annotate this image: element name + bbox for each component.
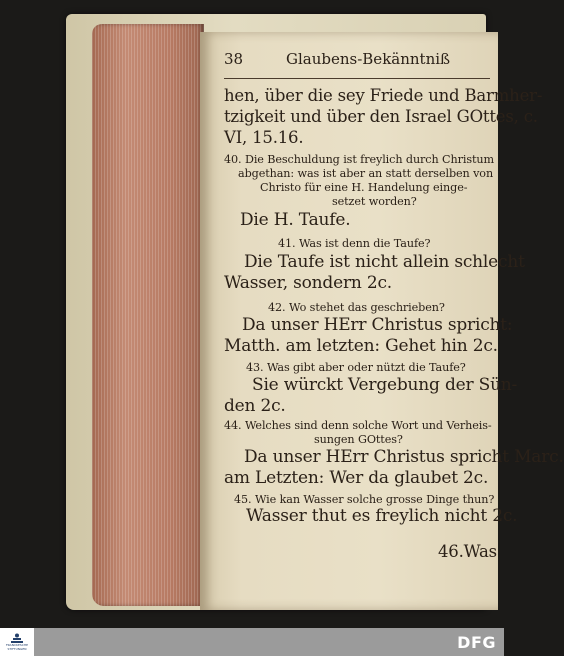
- question-line: setzet worden?: [332, 195, 417, 208]
- text-line: VI, 15.16.: [224, 128, 304, 147]
- text-line: hen, über die sey Friede und Barmher-: [224, 86, 543, 105]
- question-line: 43. Was gibt aber oder nützt die Taufe?: [246, 361, 466, 374]
- running-title: Glaubens-Bekänntniß: [286, 50, 451, 68]
- question-line: 40. Die Beschuldung ist freylich durch Christum: [224, 153, 494, 166]
- page-edges: [92, 24, 204, 606]
- viewer-footer-bar: [0, 628, 504, 656]
- answer-line: Sie würckt Vergebung der Sün-: [252, 375, 518, 395]
- answer-line: den 2c.: [224, 396, 286, 416]
- question-line: 44. Welches sind denn solche Wort und Verheis-: [224, 419, 492, 432]
- answer-line: Die Taufe ist nicht allein schlecht: [244, 252, 525, 272]
- answer-line: Da unser HErr Christus spricht Marc.: [244, 447, 564, 467]
- question-line: Christo für eine H. Handelung einge-: [260, 181, 468, 194]
- answer-line: Wasser thut es freylich nicht 2c.: [246, 506, 518, 526]
- dfg-logo: DFG: [457, 633, 496, 652]
- question-line: 45. Wie kan Wasser solche grosse Dinge thun?: [234, 493, 495, 506]
- catchword: 46.Was: [438, 542, 497, 561]
- answer-line: Da unser HErr Christus spricht:: [242, 315, 513, 335]
- answer-line: am Letzten: Wer da glaubet 2c.: [224, 468, 489, 488]
- question-line: abgethan: was ist aber an statt derselben von: [238, 167, 494, 180]
- question-line: 41. Was ist denn die Taufe?: [278, 237, 431, 250]
- answer-line: Matth. am letzten: Gehet hin 2c.: [224, 336, 498, 356]
- answer-line: Die H. Taufe.: [240, 210, 351, 230]
- page-number: 38: [224, 50, 244, 68]
- library-logo: [0, 628, 34, 656]
- question-line: 42. Wo stehet das geschrieben?: [268, 301, 445, 314]
- answer-line: Wasser, sondern 2c.: [224, 273, 392, 293]
- header-rule: [224, 78, 490, 79]
- library-logo-text: STIFTUNGEN: [7, 646, 27, 651]
- book-page: [200, 32, 564, 610]
- text-line: tzigkeit und über den Israel GOttes, c.: [224, 107, 538, 126]
- question-line: sungen GOttes?: [314, 433, 403, 446]
- library-logo-text: FRANCKESCHE: [5, 643, 29, 648]
